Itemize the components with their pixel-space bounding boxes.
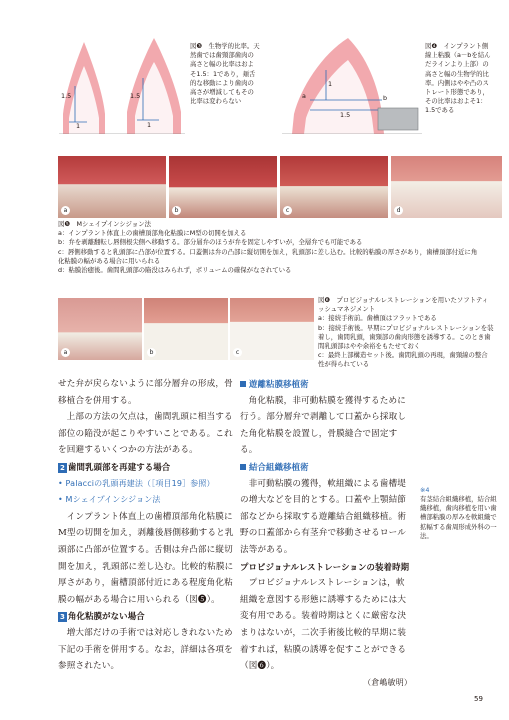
photo-label: b: [147, 348, 156, 357]
subheading-text: 遊離粘膜移植術: [249, 379, 309, 389]
heading-text: 角化粘膜がない場合: [68, 611, 145, 622]
subheading-provisional: プロビジョナルレストレーションの装着時期: [240, 561, 410, 572]
fig6-title: 図❻ プロビジョナルレストレーションを用いたソフトティッシュマネジメント: [318, 296, 489, 314]
bullet-m-shape: • Mシェイプインシジョン法: [58, 495, 161, 505]
bullet-palacci: • Palacciの乳頭再建法（［項目19］参照）: [58, 478, 215, 488]
photo-label: a: [61, 348, 70, 357]
fig3-right-width: 1: [147, 121, 152, 129]
photo-label: b: [172, 206, 181, 215]
section-heading-2: [58, 459, 234, 476]
fig5-line-a: a：インプラント体直上の歯槽頂部角化粘膜にM型の切開を加える: [58, 229, 247, 238]
square-bullet-icon: [240, 464, 246, 470]
left-para-1: せた弁が戻らないように部分層弁の形成，骨移植合を併用する。: [58, 379, 233, 406]
fig5-photo: [58, 156, 166, 218]
right-column: [240, 376, 412, 691]
fig4-label-a: a: [302, 92, 306, 100]
fig4-diagram: [282, 34, 422, 134]
fig5-title: 図❺ Mシェイプインシジョン法: [58, 220, 151, 228]
right-para-a: 角化粘膜，非可動粘膜を獲得するために行う。部分層弁で剥離して口蓋から採取した角化粘膜を設置し，骨膜縫合で固定する。: [240, 395, 407, 456]
fig5-photo: [280, 156, 388, 218]
photo-label: c: [233, 348, 242, 357]
fig6-photo: [230, 298, 314, 360]
photo-label: c: [283, 206, 292, 215]
fig4-width-label: 1.5: [340, 111, 351, 119]
fig6-line-a: a：接続手術前。歯槽頂はフラットである: [318, 314, 437, 323]
fig5-line-b: b：弁を剥離翻転し唇側根尖側へ移動する。部分層弁のほうが弁を固定しやすいが，全層弁でも可能である: [58, 238, 363, 247]
fig3-left-width: 1: [76, 122, 81, 130]
fig5-caption: [58, 220, 478, 275]
subheading-ctg: [240, 459, 412, 476]
fig5-photo-strip: [58, 156, 502, 218]
fig5-photo: [169, 156, 277, 218]
side-note-text: 有茎結合組織移植，結合組織移植，歯肉移植を用い歯槽部粘膜の厚みを軟組織で拡幅する歯周形成外科の一法。: [420, 495, 497, 540]
heading-text: 歯間乳頭部を再建する場合: [68, 461, 171, 472]
side-note: [420, 486, 500, 541]
fig6-line-c: c：最終上部構造セット後。歯間乳頭の再現，歯頸線の整合性が得られている: [318, 351, 488, 369]
section-heading-3: [58, 608, 234, 625]
left-para-4: 増大部だけの手術では対応しきれないため下記の手術を併用する。なお，詳細は各項を参照されたい。: [58, 627, 233, 672]
fig3-diagram: [59, 34, 185, 134]
fig4-height-label: 1: [328, 80, 333, 88]
page-number: 59: [474, 695, 483, 703]
subheading-free-graft: [240, 376, 412, 393]
subheading-text: 結合組織移植術: [249, 461, 309, 472]
side-note-mark: ※4: [420, 486, 430, 494]
photo-label: d: [394, 206, 403, 215]
heading-number: 3: [60, 613, 66, 622]
right-para-c: プロビジョナルレストレーションは，軟組織を意図する形態に誘導するためには大変有用である。装着時期はとくに厳密な決まりはないが，二次手術後比較的早期に装着すれば，粘膜の誘導を促すことができる（図❻）。: [240, 578, 407, 672]
fig6-photo: [144, 298, 228, 360]
photo-label: a: [61, 206, 70, 215]
left-para-2: 上部の方法の欠点は，歯間乳頭に相当する部位の陥没が起こりやすいことである。これを回避するいくつかの方法がある。: [58, 412, 233, 456]
left-para-3: インプラント体直上の歯槽頂部角化粘膜にM型の切開を加え，剥離後唇側移動すると乳頭部に凸部が位置する。舌側は弁凸部に縦切開を加え，乳頭部に差し込む。比較的粘膜に厚さがあり，歯槽頂部付近にある程度角化粘膜の幅がある場合に用いられる（図❺）。: [58, 511, 234, 605]
fig3-left-ratio: 1.5: [61, 92, 72, 100]
fig4-caption: 図❹ インプラント側線上粘膜（a－bを結んだラインより上部）の高さと幅の生物学的比率。内側はやや凸のストレート形態であり，その比率はおよそ1：1.5である: [425, 42, 491, 115]
fig5-line-c: c：唇側移動すると乳頭部に凸部が位置する。口蓋側は弁の凸部に縦切開を加え，乳頭部に差し込む。比較的粘膜の厚さがあり，歯槽頂部付近に角化粘膜の幅がある場合に用いられる: [58, 247, 478, 265]
fig6-photo: [58, 298, 142, 360]
fig5-photo: [391, 156, 502, 218]
heading-number: 2: [60, 463, 66, 472]
fig5-line-d: d：粘膜治癒後。歯間乳頭部の陥没はみられず，ボリュームの確保がなされている: [58, 266, 292, 275]
square-bullet-icon: [240, 381, 246, 387]
fig6-photo-strip: [58, 298, 314, 360]
fig6-caption: [318, 296, 494, 370]
left-column: [58, 376, 234, 675]
fig3-right-ratio: 1.5: [130, 92, 141, 100]
fig6-line-b: b：接続手術後。早期にプロビジョナルレストレーションを装着し，歯間乳頭，歯頸部の歯肉形態を誘導する。このとき歯間乳頭部はやや余裕をもたせておく: [318, 323, 494, 351]
author: （倉嶋敏明）: [363, 677, 412, 687]
fig3-caption: 図❸ 生物学的比率。天然歯では歯頸部歯肉の高さと幅の比率はおよそ1.5：1であり，頬舌的な移動により歯肉の高さが増減してもその比率は変わらない: [190, 42, 260, 106]
right-para-b: 非可動粘膜の獲得，軟組織による歯槽堤の増大などを目的とする。口蓋や上顎結節部などから採取する遊離結合組織移植。術野の口蓋部から有茎弁で移動させるロール法等がある。: [240, 478, 407, 555]
fig4-label-b: b: [383, 94, 388, 102]
